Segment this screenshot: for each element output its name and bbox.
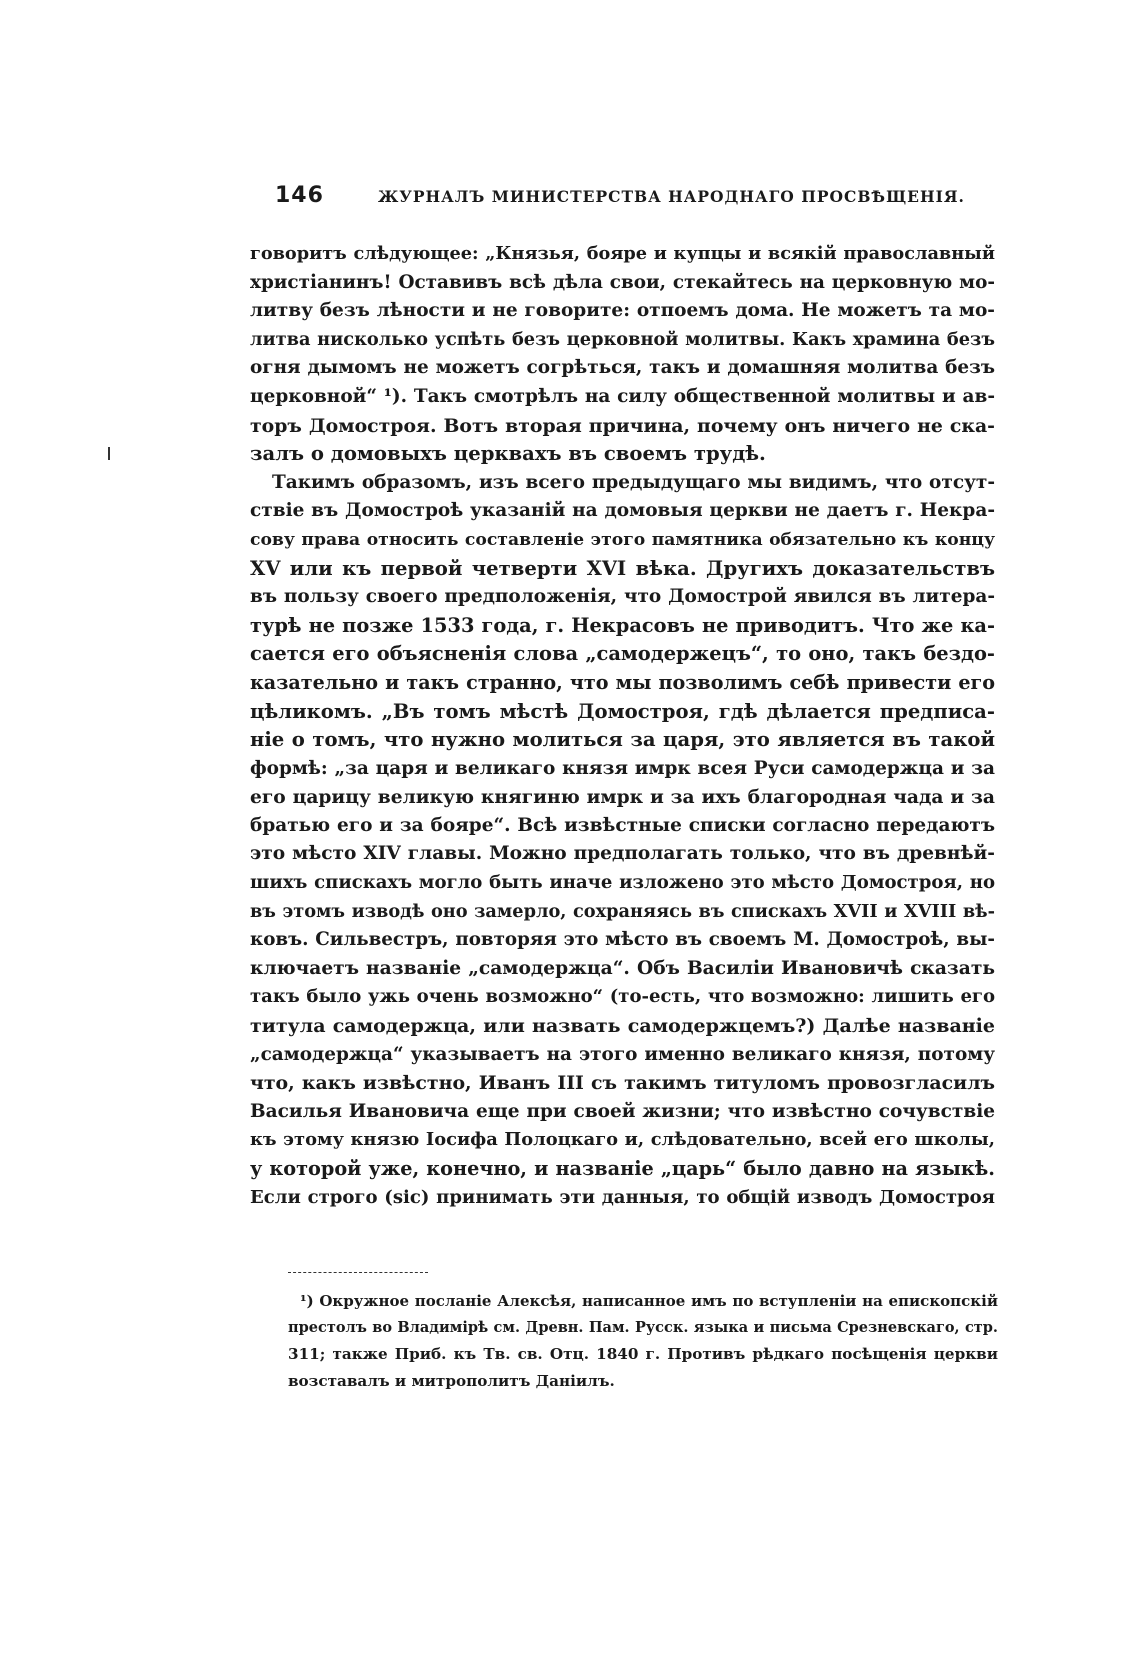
text-line: ніе о томъ, что нужно молиться за царя, это является въ такой: [250, 728, 995, 752]
text-line: литва нисколько успѣть безъ церковной молитвы. Какъ храмина безъ: [250, 328, 995, 350]
footnote-separator: [288, 1272, 428, 1273]
text-line: Василья Ивановича еще при своей жизни; что извѣстно сочувствіе: [250, 1100, 995, 1122]
footnote-line: ¹) Окружное посланіе Алексѣя, написанное имъ по вступленіи на епископскій: [300, 1292, 998, 1310]
text-line: церковной“ ¹). Такъ смотрѣлъ на силу общественной молитвы и ав-: [250, 385, 995, 407]
text-line: ствіе въ Домостроѣ указаній на домовыя церкви не даетъ г. Некра-: [250, 500, 995, 522]
text-line: Если строго (sic) принимать эти данныя, то общій изводъ Домостроя: [250, 1186, 995, 1208]
footnote-line: возставалъ и митрополитъ Даніилъ.: [288, 1371, 615, 1390]
text-line: сову права относить составленіе этого памятника обязательно къ концу: [250, 529, 995, 550]
text-line: сается его объясненія слова „самодержецъ“, то оно, такъ бездо-: [250, 642, 995, 666]
running-head: ЖУРНАЛЪ МИНИСТЕРСТВА НАРОДНАГО ПРОСВѢЩЕНІЯ.: [377, 187, 965, 206]
text-line: литву безъ лѣности и не говорите: отпоемъ дома. Не можетъ та мо-: [250, 300, 995, 322]
text-line: это мѣсто XIV главы. Можно предполагать только, что въ древнѣй-: [250, 843, 995, 865]
text-line: въ пользу своего предположенія, что Домострой явился въ литера-: [250, 586, 995, 608]
text-line: его царицу великую княгиню имрк и за ихъ благородная чада и за: [250, 786, 995, 809]
footnote-line: престолъ во Владимірѣ см. Древн. Пам. Русск. языка и письма Срезневскаго, стр.: [288, 1318, 998, 1336]
margin-mark: [108, 447, 110, 460]
text-line: что, какъ извѣстно, Иванъ III съ такимъ титуломъ провозгласилъ: [250, 1072, 995, 1095]
text-line: у которой уже, конечно, и названіе „царь“ было давно на языкѣ.: [250, 1157, 995, 1180]
text-line: казательно и такъ странно, что мы позволимъ себѣ привести его: [250, 670, 995, 694]
page-header: [275, 183, 995, 208]
text-line: XV или къ первой четверти XVI вѣка. Другихъ доказательствъ: [250, 556, 995, 580]
text-line: такъ было ужь очень возможно“ (то-есть, что возможно: лишить его: [250, 986, 995, 1008]
footnotes: [288, 1288, 998, 1394]
text-line: христіанинъ! Оставивъ всѣ дѣла свои, стекайтесь на церковную мо-: [250, 271, 995, 293]
text-line: формѣ: „за царя и великаго князя имрк всея Руси самодержца и за: [250, 757, 995, 779]
text-line: „самодержца“ указываетъ на этого именно великаго князя, потому: [250, 1043, 995, 1065]
footnote-line: 311; также Приб. къ Тв. св. Отц. 1840 г. Противъ рѣдкаго посѣщенія церкви: [288, 1345, 998, 1363]
page-number: 146: [275, 183, 324, 208]
main-text: [250, 240, 995, 1212]
text-line: ковъ. Сильвестръ, повторяя это мѣсто въ своемъ М. Домостроѣ, вы-: [250, 929, 995, 951]
text-line: говоритъ слѣдующее: „Князья, бояре и купцы и всякій православный: [250, 243, 995, 264]
text-line: торъ Домостроя. Вотъ вторая причина, почему онъ ничего не ска-: [250, 414, 995, 437]
text-line: Такимъ образомъ, изъ всего предыдущаго мы видимъ, что отсут-: [272, 471, 995, 493]
text-line: шихъ спискахъ могло быть иначе изложено это мѣсто Домостроя, но: [250, 872, 995, 894]
text-line: ключаетъ названіе „самодержца“. Объ Василіи Ивановичѣ сказать: [250, 957, 995, 979]
text-line: титула самодержца, или назвать самодержцемъ?) Далѣе названіе: [250, 1015, 995, 1038]
text-line: братью его и за бояре“. Всѣ извѣстные списки согласно передаютъ: [250, 814, 995, 836]
text-line: цѣликомъ. „Въ томъ мѣстѣ Домостроя, гдѣ дѣлается предписа-: [250, 699, 995, 723]
text-line: въ этомъ изводѣ оно замерло, сохраняясь въ спискахъ XVII и XVIII вѣ-: [250, 900, 995, 922]
text-line: огня дымомъ не можетъ согрѣться, такъ и домашняя молитва безъ: [250, 357, 995, 379]
text-line: турѣ не позже 1533 года, г. Некрасовъ не приводитъ. Что же ка-: [250, 613, 995, 637]
text-line: залъ о домовыхъ церквахъ въ своемъ трудѣ.: [250, 442, 766, 466]
text-line: къ этому князю Іосифа Полоцкаго и, слѣдовательно, всей его школы,: [250, 1129, 995, 1151]
